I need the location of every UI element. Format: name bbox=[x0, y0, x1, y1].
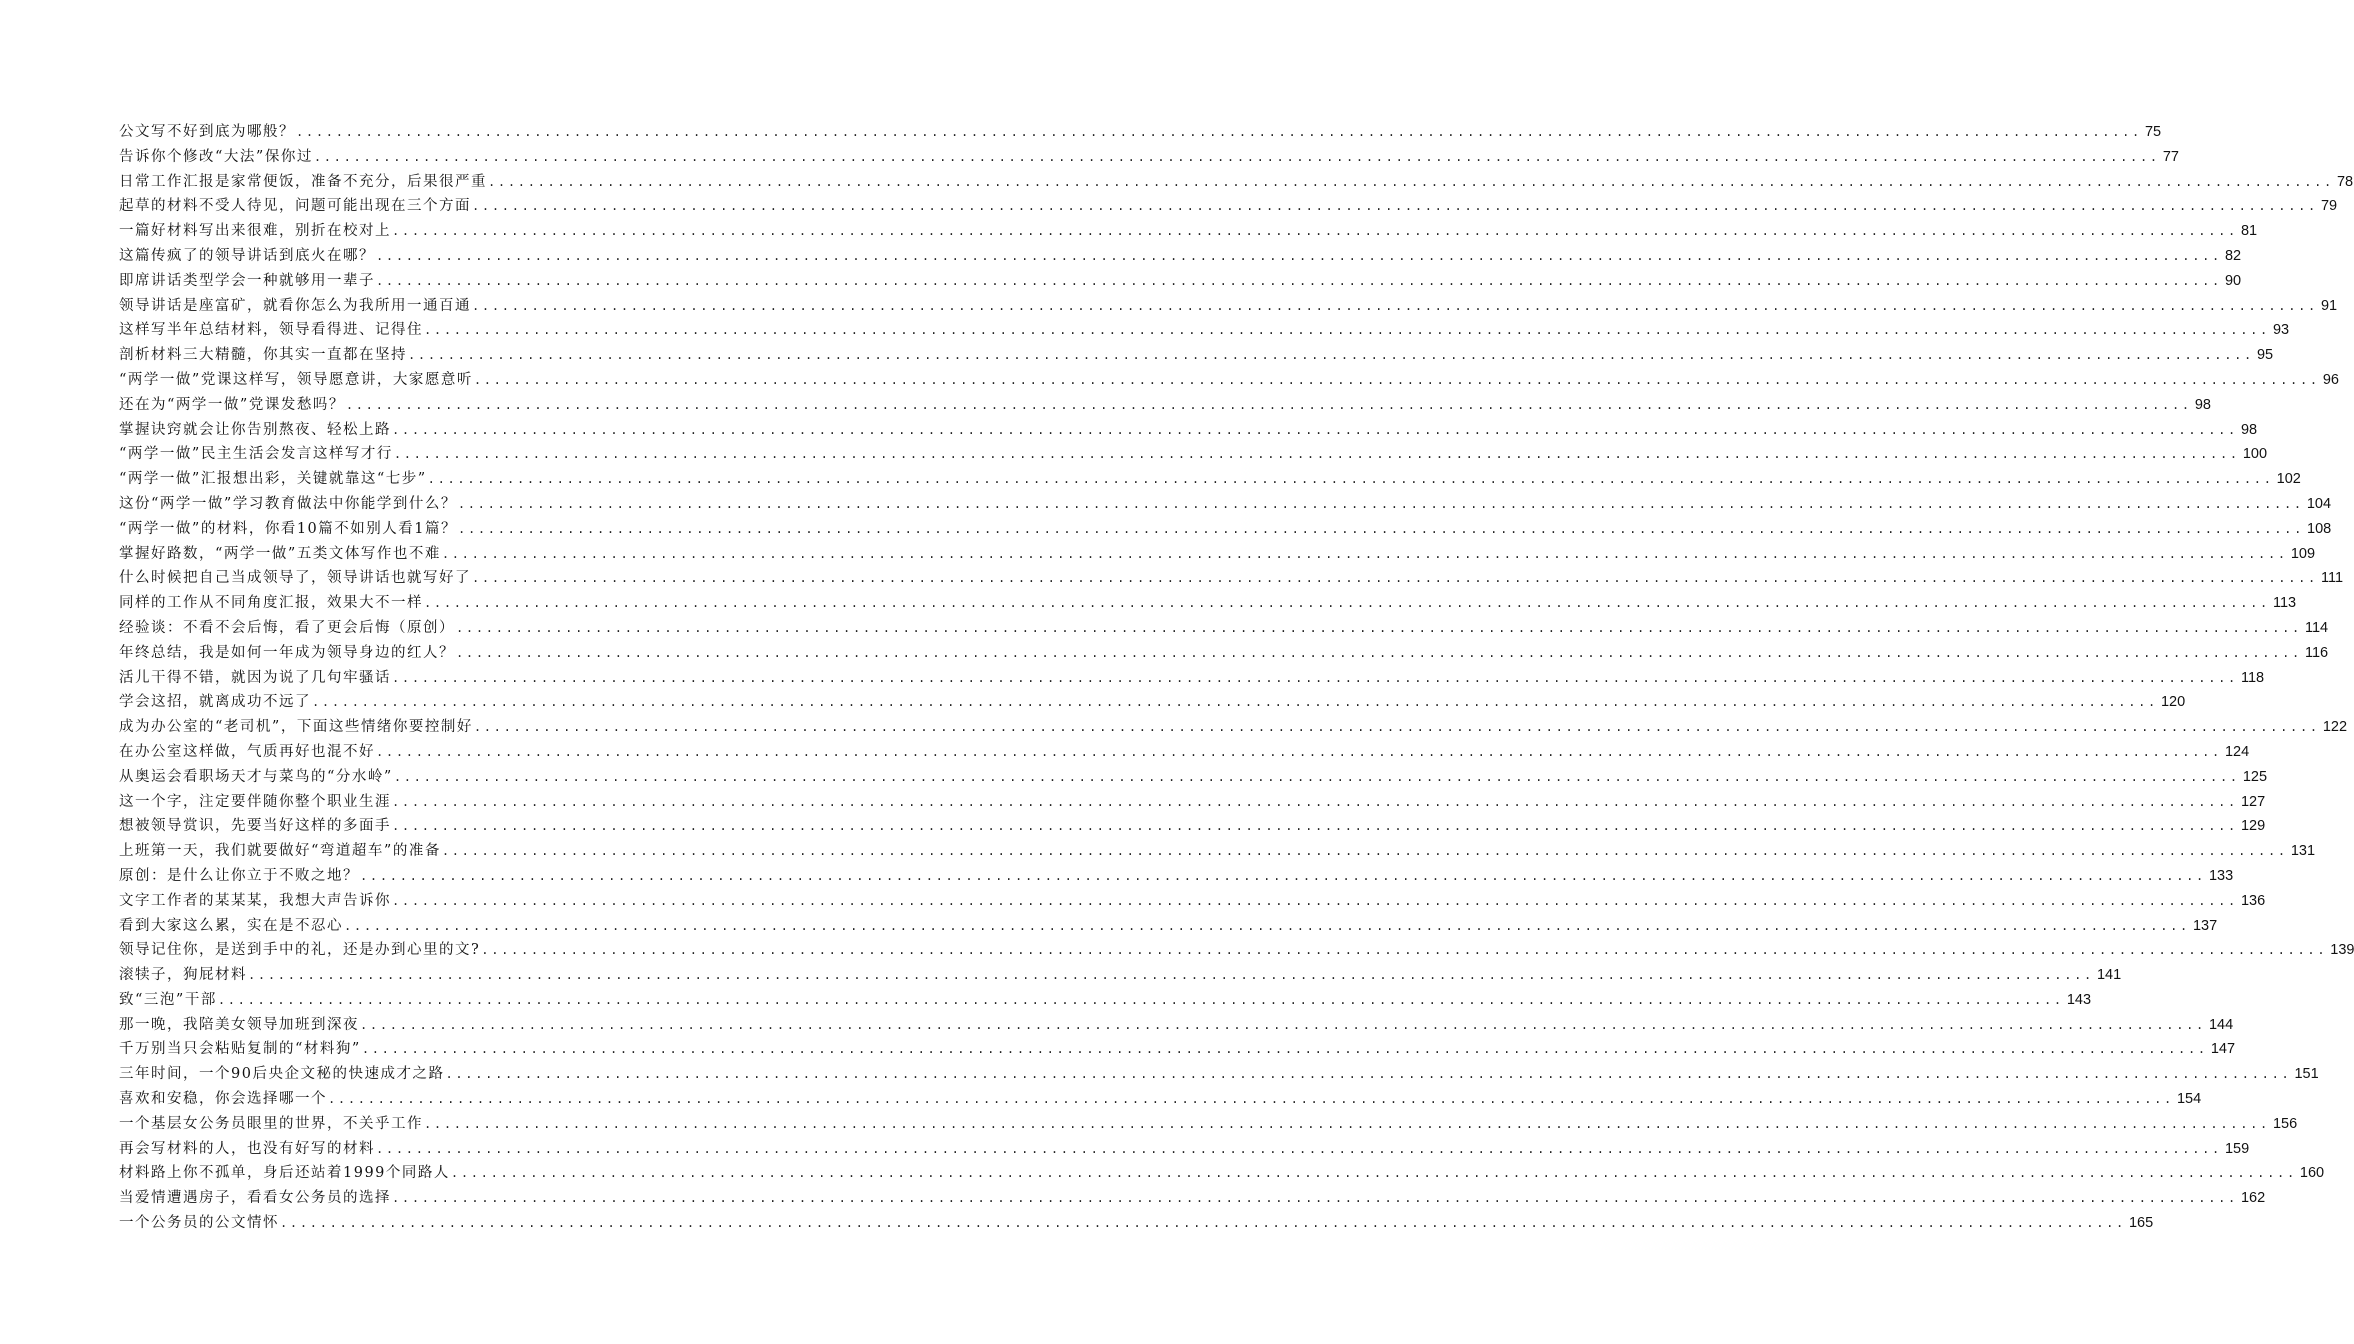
toc-entry[interactable] bbox=[119, 1062, 2319, 1087]
toc-page-number: 125 bbox=[2242, 768, 2268, 785]
toc-entry[interactable] bbox=[119, 145, 2179, 170]
toc-entry[interactable] bbox=[119, 318, 2290, 343]
toc-entry[interactable] bbox=[119, 814, 2266, 839]
toc-dot-leader: .......................................................................................................................................................................................... bbox=[427, 472, 2274, 487]
toc-entry-title: 这样写半年总结材料，领导看得进、记得住 bbox=[119, 322, 423, 339]
toc-entry-title: 日常工作汇报是家常便饭，准备不充分，后果很严重 bbox=[119, 173, 487, 190]
toc-dot-leader: .......................................................................................................................................................................................... bbox=[441, 546, 2288, 561]
toc-entry-title: 原创：是什么让你立于不败之地？ bbox=[119, 867, 359, 884]
toc-entry[interactable] bbox=[119, 1037, 2236, 1062]
toc-entry-title: 当爱情遭遇房子，看看女公务员的选择 bbox=[119, 1190, 391, 1207]
toc-dot-leader: .......................................................................................................................................................................................... bbox=[392, 1191, 2238, 1206]
toc-page-number: 124 bbox=[2224, 743, 2250, 760]
toc-entry-title: 领导讲话是座富矿，就看你怎么为我所用一通百通 bbox=[119, 297, 471, 314]
toc-page-number: 98 bbox=[2194, 396, 2211, 413]
toc-entry[interactable] bbox=[119, 616, 2329, 641]
toc-entry-title: 活儿干得不错，就因为说了几句牢骚话 bbox=[119, 669, 391, 686]
toc-dot-leader: .......................................................................................................................................................................................... bbox=[345, 397, 2192, 412]
toc-entry-title: 学会这招，就离成功不远了 bbox=[119, 694, 311, 711]
toc-page-number: 75 bbox=[2144, 124, 2162, 140]
toc-page-number: 144 bbox=[2208, 1016, 2234, 1033]
toc-entry[interactable] bbox=[119, 839, 2316, 864]
toc-dot-leader: .......................................................................................................................................................................................... bbox=[217, 992, 2064, 1007]
toc-entry[interactable] bbox=[119, 963, 2122, 988]
toc-page-number: 98 bbox=[2240, 421, 2258, 438]
toc-page-number: 160 bbox=[2299, 1165, 2325, 1182]
toc-dot-leader: .......................................................................................................................................................................................... bbox=[481, 943, 2328, 958]
toc-entry[interactable] bbox=[119, 690, 2186, 715]
toc-entry-title: 滚犊子，狗屁材料 bbox=[119, 967, 247, 984]
toc-page-number: 139 bbox=[2330, 942, 2354, 959]
toc-entry[interactable] bbox=[119, 864, 2234, 889]
toc-page-number: 100 bbox=[2242, 446, 2268, 463]
toc-entry[interactable] bbox=[119, 790, 2266, 815]
toc-dot-leader: .......................................................................................................................................................................................... bbox=[424, 1116, 2270, 1131]
toc-page-number: 118 bbox=[2240, 669, 2265, 686]
toc-page-number: 79 bbox=[2320, 198, 2338, 215]
toc-entry-title: 年终总结，我是如何一年成为领导身边的红人？ bbox=[119, 644, 455, 661]
toc-entry-title: 想被领导赏识，先要当好这样的多面手 bbox=[119, 818, 391, 835]
toc-page-number: 91 bbox=[2320, 297, 2338, 314]
toc-entry[interactable] bbox=[119, 393, 2211, 418]
toc-dot-leader: .......................................................................................................................................................................................... bbox=[488, 174, 2334, 189]
toc-entry-title: 在办公室这样做，气质再好也混不好 bbox=[119, 743, 375, 760]
toc-dot-leader: .......................................................................................................................................................................................... bbox=[328, 1092, 2174, 1107]
toc-dot-leader: .......................................................................................................................................................................................... bbox=[344, 918, 2190, 933]
toc-entry-title: 起草的材料不受人待见，问题可能出现在三个方面 bbox=[119, 198, 471, 215]
toc-dot-leader: .......................................................................................................................................................................................... bbox=[392, 794, 2238, 809]
toc-dot-leader: .......................................................................................................................................................................................... bbox=[280, 1216, 2126, 1231]
toc-entry[interactable] bbox=[119, 889, 2266, 914]
toc-entry[interactable] bbox=[119, 1161, 2325, 1186]
toc-page-number: 137 bbox=[2192, 917, 2218, 934]
toc-dot-leader: .......................................................................................................................................................................................... bbox=[472, 298, 2318, 313]
toc-entry-title: 经验谈：不看不会后悔，看了更会后悔（原创） bbox=[119, 619, 455, 636]
toc-entry[interactable] bbox=[119, 244, 2242, 269]
toc-dot-leader: .......................................................................................................................................................................................... bbox=[376, 744, 2222, 759]
toc-dot-leader: .......................................................................................................................................................................................... bbox=[472, 571, 2318, 586]
toc-entry-title: 再会写材料的人，也没有好写的材料 bbox=[119, 1140, 375, 1157]
toc-entry[interactable] bbox=[119, 641, 2329, 666]
toc-page-number: 102 bbox=[2276, 471, 2301, 488]
toc-entry-title: 一个基层女公务员眼里的世界，不关乎工作 bbox=[119, 1115, 423, 1132]
toc-page-number: 78 bbox=[2336, 173, 2354, 190]
toc-entry[interactable] bbox=[119, 368, 2339, 393]
toc-entry[interactable] bbox=[119, 170, 2354, 195]
toc-entry-title: 成为办公室的“老司机”，下面这些情绪你要控制好 bbox=[119, 719, 473, 736]
toc-entry[interactable] bbox=[119, 938, 2354, 963]
toc-page-number: 95 bbox=[2256, 347, 2274, 364]
toc-dot-leader: .......................................................................................................................................................................................... bbox=[424, 323, 2270, 338]
toc-entry[interactable] bbox=[119, 1112, 2298, 1137]
toc-page-number: 114 bbox=[2304, 619, 2329, 636]
toc-page-number: 162 bbox=[2240, 1190, 2266, 1207]
toc-entry-title: 还在为“两学一做”党课发愁吗？ bbox=[119, 396, 345, 413]
toc-entry[interactable] bbox=[119, 1137, 2250, 1162]
toc-page-number: 113 bbox=[2272, 595, 2297, 612]
toc-dot-leader: .......................................................................................................................................................................................... bbox=[456, 645, 2302, 660]
toc-entry-title: 致“三泡”干部 bbox=[119, 991, 217, 1008]
toc-page-number: 156 bbox=[2272, 1115, 2298, 1132]
toc-page-number: 165 bbox=[2128, 1215, 2154, 1232]
toc-page-number: 109 bbox=[2290, 545, 2316, 562]
toc-dot-leader: .......................................................................................................................................................................................... bbox=[392, 224, 2238, 239]
toc-entry[interactable] bbox=[119, 765, 2268, 790]
toc-page-number: 127 bbox=[2240, 793, 2266, 810]
toc-page-number: 131 bbox=[2290, 843, 2316, 860]
toc-entry-title: “两学一做”汇报想出彩，关键就靠这“七步” bbox=[119, 471, 427, 488]
toc-page-number: 129 bbox=[2240, 818, 2266, 835]
toc-entry-title: 一个公务员的公文情怀 bbox=[119, 1215, 279, 1232]
toc-page-number: 90 bbox=[2224, 272, 2242, 289]
toc-dot-leader: .......................................................................................................................................................................................... bbox=[424, 596, 2270, 611]
toc-dot-leader: .......................................................................................................................................................................................... bbox=[445, 1067, 2292, 1082]
toc-entry-title: 文字工作者的某某某，我想大声告诉你 bbox=[119, 892, 391, 909]
toc-entry[interactable] bbox=[119, 219, 2258, 244]
toc-entry-title: 一篇好材料写出来很难，别折在校对上 bbox=[119, 223, 391, 240]
toc-dot-leader: .......................................................................................................................................................................................... bbox=[458, 521, 2304, 536]
toc-entry[interactable] bbox=[119, 740, 2250, 765]
toc-dot-leader: .......................................................................................................................................................................................... bbox=[393, 769, 2240, 784]
toc-page-number: 154 bbox=[2176, 1091, 2202, 1108]
toc-entry[interactable] bbox=[119, 1013, 2234, 1038]
toc-page-number: 82 bbox=[2224, 247, 2242, 264]
toc-entry[interactable] bbox=[119, 294, 2338, 319]
toc-dot-leader: .......................................................................................................................................................................................... bbox=[360, 868, 2206, 883]
toc-entry-title: 喜欢和安稳，你会选择哪一个 bbox=[119, 1091, 327, 1108]
toc-entry-title: “两学一做”的材料，你看10篇不如别人看1篇？ bbox=[119, 520, 458, 537]
toc-dot-leader: .......................................................................................................................................................................................... bbox=[392, 893, 2238, 908]
toc-dot-leader: .......................................................................................................................................................................................... bbox=[457, 496, 2304, 511]
toc-dot-leader: .......................................................................................................................................................................................... bbox=[392, 670, 2238, 685]
toc-dot-leader: .......................................................................................................................................................................................... bbox=[361, 1042, 2208, 1057]
toc-entry[interactable] bbox=[119, 194, 2338, 219]
toc-dot-leader: .......................................................................................................................................................................................... bbox=[296, 125, 2142, 139]
toc-page-number: 108 bbox=[2307, 520, 2332, 537]
toc-page-number: 96 bbox=[2322, 371, 2339, 388]
toc-entry-title: 看到大家这么累，实在是不忍心 bbox=[119, 917, 343, 934]
toc-entry[interactable] bbox=[119, 914, 2218, 939]
toc-dot-leader: .......................................................................................................................................................................................... bbox=[376, 248, 2222, 263]
toc-dot-leader: .......................................................................................................................................................................................... bbox=[376, 1141, 2222, 1156]
toc-entry-title: 公文写不好到底为哪般？ bbox=[119, 124, 295, 140]
toc-dot-leader: .......................................................................................................................................................................................... bbox=[392, 422, 2238, 437]
toc-dot-leader: .......................................................................................................................................................................................... bbox=[456, 620, 2302, 635]
toc-entry[interactable] bbox=[119, 1186, 2266, 1211]
toc-entry[interactable] bbox=[119, 343, 2274, 368]
toc-page-number: 122 bbox=[2322, 719, 2348, 736]
toc-entry-title: 这篇传疯了的领导讲话到底火在哪？ bbox=[119, 247, 375, 264]
toc-dot-leader: .......................................................................................................................................................................................... bbox=[392, 819, 2238, 834]
toc-entry-title: 从奥运会看职场天才与菜鸟的“分水岭” bbox=[119, 768, 393, 785]
toc-page-number: 81 bbox=[2240, 223, 2258, 240]
toc-entry-title: 什么时候把自己当成领导了，领导讲话也就写好了 bbox=[119, 570, 471, 587]
toc-entry[interactable] bbox=[119, 988, 2092, 1013]
toc-dot-leader: .......................................................................................................................................................................................... bbox=[313, 149, 2160, 164]
toc-entry-title: 即席讲话类型学会一种就够用一辈子 bbox=[119, 272, 375, 289]
toc-dot-leader: .......................................................................................................................................................................................... bbox=[473, 372, 2320, 387]
toc-entry-title: 上班第一天，我们就要做好“弯道超车”的准备 bbox=[119, 843, 441, 860]
toc-entry-title: “两学一做”民主生活会发言这样写才行 bbox=[119, 446, 393, 463]
toc-entry[interactable] bbox=[119, 591, 2297, 616]
toc-dot-leader: .......................................................................................................................................................................................... bbox=[393, 447, 2240, 462]
toc-entry[interactable] bbox=[119, 1087, 2202, 1112]
toc-entry-title: 告诉你个修改“大法”保你过 bbox=[119, 148, 313, 165]
toc-entry-title: 剖析材料三大精髓，你其实一直都在坚持 bbox=[119, 347, 407, 364]
toc-dot-leader: .......................................................................................................................................................................................... bbox=[312, 695, 2158, 710]
toc-entry-title: 三年时间，一个90后央企文秘的快速成才之路 bbox=[119, 1066, 445, 1083]
toc-page-number: 136 bbox=[2240, 892, 2266, 909]
toc-entry[interactable] bbox=[119, 566, 2344, 591]
toc-entry-title: 这一个字，注定要伴随你整个职业生涯 bbox=[119, 793, 391, 810]
toc-entry-title: 千万别当只会粘贴复制的“材料狗” bbox=[119, 1041, 361, 1058]
toc-page-number: 116 bbox=[2304, 644, 2329, 661]
toc-entry-title: 同样的工作从不同角度汇报，效果大不一样 bbox=[119, 595, 423, 612]
toc-dot-leader: .......................................................................................................................................................................................... bbox=[248, 968, 2094, 983]
toc-page-number: 93 bbox=[2272, 322, 2290, 339]
toc-entry-title: 那一晚，我陪美女领导加班到深夜 bbox=[119, 1016, 359, 1033]
toc-entry[interactable] bbox=[119, 442, 2268, 467]
toc-entry[interactable] bbox=[119, 120, 2162, 145]
toc-page-number: 143 bbox=[2066, 991, 2092, 1008]
toc-entry[interactable] bbox=[119, 1211, 2154, 1236]
toc-page-number: 77 bbox=[2162, 148, 2179, 165]
toc-page-number: 111 bbox=[2320, 570, 2344, 587]
toc-entry-title: “两学一做”党课这样写，领导愿意讲，大家愿意听 bbox=[119, 371, 473, 388]
toc-entry-title: 这份“两学一做”学习教育做法中你能学到什么？ bbox=[119, 495, 457, 512]
toc-dot-leader: .......................................................................................................................................................................................... bbox=[376, 273, 2222, 288]
toc-dot-leader: .......................................................................................................................................................................................... bbox=[472, 199, 2318, 214]
toc-entry-title: 掌握好路数，“两学一做”五类文体写作也不难 bbox=[119, 545, 441, 562]
toc-entry-title: 领导记住你，是送到手中的礼，还是办到心里的文? bbox=[119, 942, 481, 959]
toc-entry[interactable] bbox=[119, 492, 2332, 517]
toc-dot-leader: .......................................................................................................................................................................................... bbox=[450, 1166, 2297, 1181]
toc-entry[interactable] bbox=[119, 467, 2301, 492]
toc-entry[interactable] bbox=[119, 418, 2258, 443]
toc-dot-leader: .......................................................................................................................................................................................... bbox=[408, 348, 2254, 363]
toc-entry[interactable] bbox=[119, 517, 2332, 542]
toc-page-number: 151 bbox=[2294, 1066, 2319, 1083]
toc-page-number: 104 bbox=[2306, 495, 2332, 512]
toc-entry[interactable] bbox=[119, 542, 2316, 567]
toc-entry[interactable] bbox=[119, 269, 2242, 294]
toc-dot-leader: .......................................................................................................................................................................................... bbox=[360, 1017, 2206, 1032]
toc-entry[interactable] bbox=[119, 666, 2265, 691]
toc-page-number: 141 bbox=[2096, 967, 2122, 984]
toc-dot-leader: .......................................................................................................................................................................................... bbox=[441, 844, 2288, 859]
toc-page-number: 147 bbox=[2210, 1041, 2236, 1058]
toc-entry-title: 掌握诀窍就会让你告别熬夜、轻松上路 bbox=[119, 421, 391, 438]
toc-page-number: 159 bbox=[2224, 1140, 2250, 1157]
toc-dot-leader: .......................................................................................................................................................................................... bbox=[473, 720, 2320, 735]
toc-entry-title: 材料路上你不孤单，身后还站着1999个同路人 bbox=[119, 1165, 450, 1182]
toc-page-number: 120 bbox=[2160, 694, 2186, 711]
toc-entry[interactable] bbox=[119, 715, 2348, 740]
table-of-contents bbox=[119, 120, 2354, 1236]
toc-page-number: 133 bbox=[2208, 867, 2234, 884]
